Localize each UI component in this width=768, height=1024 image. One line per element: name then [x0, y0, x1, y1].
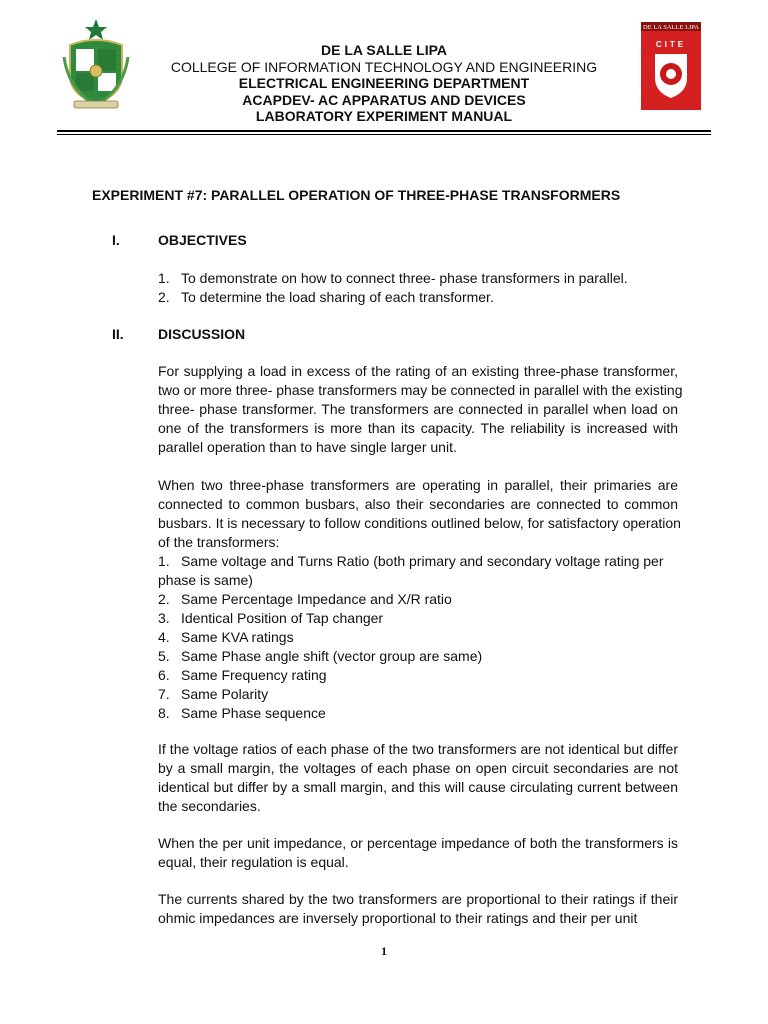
conditions-list	[158, 552, 678, 723]
course-name: ACAPDEV- AC APPARATUS AND DEVICES	[242, 91, 526, 108]
list-item: 1. Same voltage and Turns Ratio (both primary and secondary voltage rating per	[158, 553, 664, 569]
school-seal-logo	[62, 17, 130, 111]
department-name: ELECTRICAL ENGINEERING DEPARTMENT	[238, 75, 530, 92]
logo-sub-text: CITE	[655, 40, 687, 49]
paragraph: When the per unit impedance, or percentage impedance of both the transformers is equal, their regulation is equal.	[158, 835, 678, 870]
header-divider	[57, 130, 711, 132]
list-item: 2. To determine the load sharing of each transformer.	[158, 289, 494, 305]
section-title-objectives: OBJECTIVES	[158, 232, 247, 248]
list-item-continuation: phase is same)	[158, 572, 253, 588]
paragraph: For supplying a load in excess of the rating of an existing three-phase transformer, two or more three- phase transformers may be connected in parallel with the existing three- phase transformer. The transformers are connected in parallel when load on one of the transformers is more than its capacity. The reliability is increased with parallel operation than to have single larger unit.	[158, 363, 683, 455]
section-number: I.	[112, 232, 120, 248]
experiment-title: EXPERIMENT #7: PARALLEL OPERATION OF THREE-PHASE TRANSFORMERS	[92, 187, 621, 203]
page-number: 1	[381, 944, 387, 958]
school-name: DE LA SALLE LIPA	[321, 42, 447, 58]
list-item: 3. Identical Position of Tap changer	[158, 610, 384, 626]
paragraph: When two three-phase transformers are operating in parallel, their primaries are connected to common busbars, also their secondaries are connected to common busbars. It is necessary to follow conditions outlined below, for satisfactory operation of the transformers:	[158, 477, 681, 550]
list-item: 5. Same Phase angle shift (vector group are same)	[158, 648, 483, 664]
manual-name: LABORATORY EXPERIMENT MANUAL	[255, 108, 513, 125]
paragraph: The currents shared by the two transformers are proportional to their ratings if their ohmic impedances are inversely proportional to their ratings and their per unit	[158, 891, 678, 926]
list-item: 1. To demonstrate on how to connect three- phase transformers in parallel.	[158, 270, 628, 286]
section-title-discussion: DISCUSSION	[158, 326, 246, 342]
list-item: 6. Same Frequency rating	[158, 667, 327, 683]
logo-banner-text: DE LA SALLE LIPA	[643, 24, 699, 31]
list-item: 2. Same Percentage Impedance and X/R ratio	[158, 591, 452, 607]
section-number: II.	[112, 326, 124, 342]
objectives-list	[158, 269, 628, 307]
document-header	[150, 42, 618, 125]
list-item: 8. Same Phase sequence	[158, 705, 326, 721]
list-item: 7. Same Polarity	[158, 686, 269, 702]
college-logo	[641, 22, 701, 110]
paragraph: If the voltage ratios of each phase of the two transformers are not identical but differ by a small margin, the voltages of each phase on open circuit secondaries are not identical but differ by a small margin, and this will cause circulating current between the secondaries.	[158, 741, 678, 814]
college-name: COLLEGE OF INFORMATION TECHNOLOGY AND ENGINEERING	[170, 58, 598, 75]
list-item: 4. Same KVA ratings	[158, 629, 294, 645]
header-divider-thin	[57, 134, 711, 135]
